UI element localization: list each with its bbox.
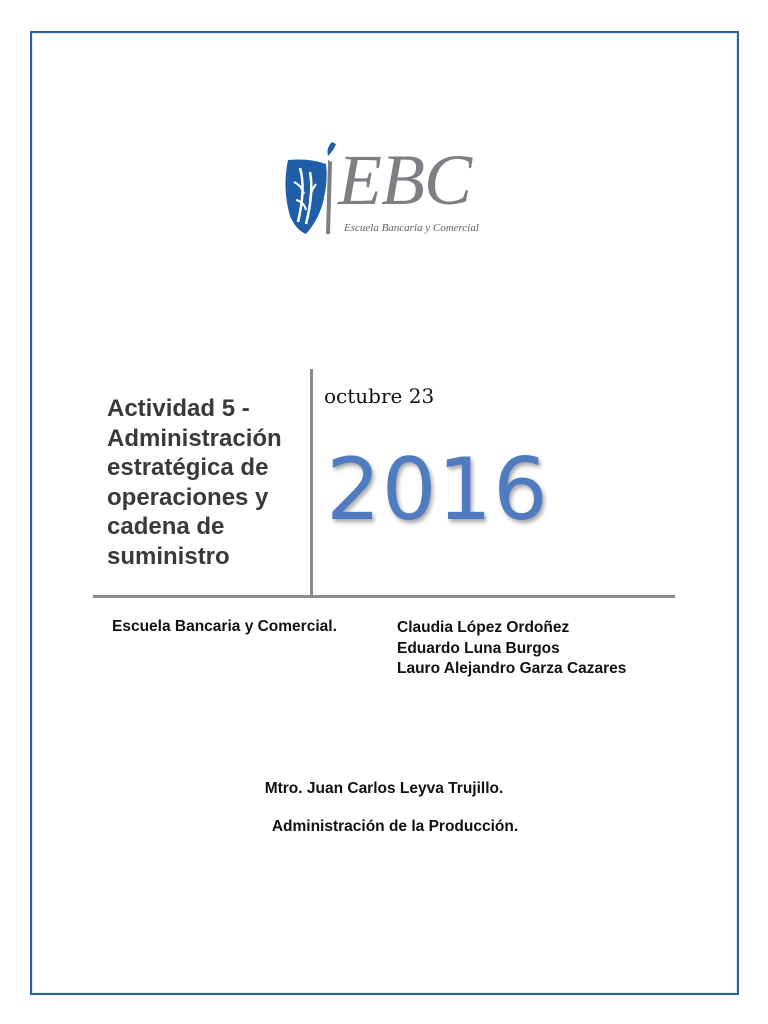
- year-label: 2016: [326, 440, 549, 540]
- logo-wordmark: EBC: [338, 140, 471, 220]
- title-line: operaciones y: [107, 483, 269, 511]
- title-line: suministro: [107, 542, 230, 570]
- leaf-emblem-icon: [280, 138, 340, 238]
- ebc-logo: [280, 138, 495, 238]
- title-line: Actividad 5 -: [107, 395, 250, 422]
- author-name: Claudia López Ordoñez: [397, 619, 570, 636]
- logo-subtitle: Escuela Bancaria y Comercial: [344, 222, 479, 234]
- title-line: estratégica de: [107, 454, 269, 481]
- authors-list: [397, 618, 626, 680]
- author-name: Lauro Alejandro Garza Cazares: [397, 660, 627, 677]
- institution-name: Escuela Bancaria y Comercial.: [112, 618, 337, 635]
- teacher-name: Mtro. Juan Carlos Leyva Trujillo.: [264, 780, 504, 797]
- horizontal-divider: [93, 595, 675, 598]
- subject-name: Administración de la Producción.: [271, 818, 519, 835]
- title-line: cadena de: [107, 513, 225, 540]
- author-name: Eduardo Luna Burgos: [397, 639, 560, 657]
- vertical-divider: [310, 369, 313, 597]
- document-title: [107, 394, 307, 571]
- date-label: octubre 23: [324, 384, 435, 408]
- title-line: Administración: [107, 424, 282, 452]
